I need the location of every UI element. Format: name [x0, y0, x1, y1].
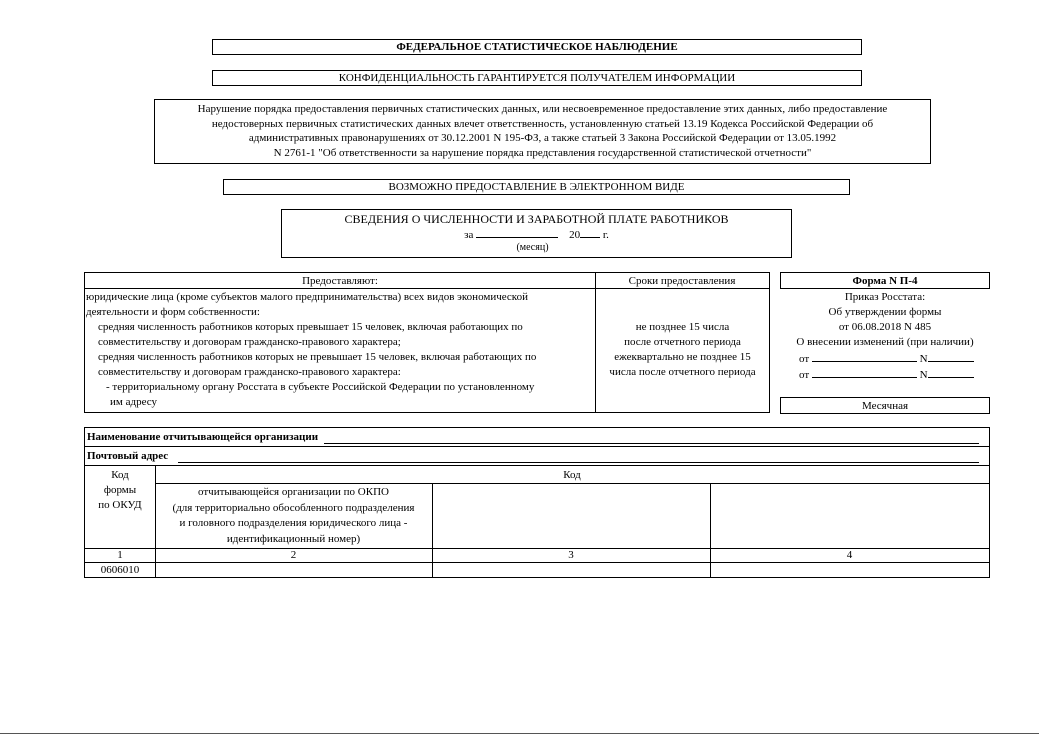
submitters-line: - территориальному органу Росстата в субъекте Российской Федерации по установленному	[106, 381, 535, 393]
order-line: О внесении изменений (при наличии)	[796, 336, 974, 348]
electronic-submission-banner	[223, 179, 850, 195]
org-name-field[interactable]	[324, 432, 979, 444]
okpo-code-cell[interactable]	[156, 563, 432, 578]
okpo-header-line: отчитывающейся организации по ОКПО	[198, 486, 389, 498]
liability-warning	[154, 99, 931, 164]
deadline-line: после отчетного периода	[624, 336, 741, 348]
year-suffix: г.	[602, 229, 609, 241]
col-number-2: 2	[290, 549, 297, 561]
okud-header-line: Код	[111, 469, 129, 481]
report-title-box	[281, 209, 792, 258]
period-prefix: за	[464, 229, 474, 241]
federal-observation-title	[212, 39, 862, 55]
col-number-4: 4	[846, 549, 853, 561]
periodicity: Месячная	[861, 399, 909, 412]
submitters-line: юридические лица (кроме субъектов малого предпринимательства) всех видов экономической	[86, 291, 528, 303]
order-info	[780, 290, 990, 350]
okpo-header-line: и головного подразделения юридического лица -	[179, 517, 408, 529]
from-label: от	[799, 353, 810, 365]
amendment-date-field[interactable]	[812, 351, 917, 362]
okud-code-value: 0606010	[100, 564, 140, 576]
col-number-1: 1	[117, 549, 123, 561]
okpo-header-line: идентификационный номер)	[226, 532, 361, 545]
address-field[interactable]	[178, 451, 979, 463]
submitters-line: деятельности и форм собственности:	[86, 306, 260, 318]
report-title: СВЕДЕНИЯ О ЧИСЛЕННОСТИ И ЗАРАБОТНОЙ ПЛАТЕ РАБОТНИКОВ	[344, 212, 729, 226]
address-row	[87, 449, 979, 463]
submitters-line: совместительству и договорам гражданско-правового характера;	[98, 336, 401, 348]
deadline-line: не позднее 15 числа	[635, 321, 730, 333]
year-field[interactable]	[580, 227, 600, 238]
submitters-line: средняя численность работников которых превышает 15 человек, включая работающих по	[98, 321, 523, 333]
form-number: Форма N П-4	[852, 274, 918, 287]
okpo-header	[155, 485, 432, 547]
deadlines-header: Сроки предоставления	[628, 275, 736, 287]
code-col4-cell[interactable]	[711, 563, 989, 578]
n-label: N	[919, 353, 928, 365]
federal-observation-text: ФЕДЕРАЛЬНОЕ СТАТИСТИЧЕСКОЕ НАБЛЮДЕНИЕ	[396, 41, 678, 53]
col-number-3: 3	[568, 549, 574, 561]
code-col3-cell[interactable]	[433, 563, 710, 578]
order-line: Приказ Росстата:	[844, 291, 926, 303]
deadline-line: числа после отчетного периода	[609, 366, 756, 378]
deadline-line: ежеквартально не позднее 15	[614, 351, 751, 363]
warning-line: недостоверных первичных статистических данных влечет ответственность, установленную статьей 13.19 Кодекса Российской Федерации об	[211, 117, 874, 130]
month-field[interactable]	[476, 227, 558, 238]
deadlines-body	[596, 320, 769, 380]
warning-line: Нарушение порядка предоставления первичных статистических данных, или несвоевременное предоставление этих данных, либо предоставление	[197, 103, 888, 115]
periodicity-box	[780, 397, 990, 414]
submitters-header: Предоставляют:	[302, 275, 378, 287]
okud-header	[85, 468, 155, 513]
okpo-header-line: (для территориально обособленного подразделения	[172, 501, 415, 514]
year-prefix: 20	[569, 229, 581, 241]
form-number-box	[780, 272, 990, 289]
amendment-row	[799, 367, 989, 382]
org-name-row	[87, 430, 979, 444]
organization-codes-table	[84, 427, 990, 578]
okud-header-line: по ОКУД	[98, 499, 142, 511]
amendment-number-field[interactable]	[928, 367, 974, 378]
warning-line: N 2761-1 "Об ответственности за нарушение порядка представления государственной статистической отчетности"	[273, 146, 812, 159]
order-line: Об утверждении формы	[828, 306, 942, 318]
submitters-line: совместительству и договорам гражданско-правового характера:	[98, 366, 401, 378]
kod-header: Код	[563, 469, 581, 481]
org-name-label: Наименование отчитывающейся организации	[87, 431, 319, 443]
okud-header-line: формы	[103, 484, 137, 496]
submitters-line: средняя численность работников которых не превышает 15 человек, включая работающих по	[98, 351, 537, 363]
amendment-row	[799, 351, 989, 366]
address-label: Почтовый адрес	[87, 450, 169, 462]
submitters-line: им адресу	[110, 396, 157, 408]
order-line: от 06.08.2018 N 485	[838, 321, 932, 333]
confidentiality-banner	[212, 70, 862, 86]
from-label: от	[799, 369, 810, 381]
confidentiality-text: КОНФИДЕНЦИАЛЬНОСТЬ ГАРАНТИРУЕТСЯ ПОЛУЧАТЕЛЕМ ИНФОРМАЦИИ	[338, 72, 736, 84]
amendment-number-field[interactable]	[928, 351, 974, 362]
electronic-submission-text: ВОЗМОЖНО ПРЕДОСТАВЛЕНИЕ В ЭЛЕКТРОННОМ ВИДЕ	[388, 181, 685, 193]
month-caption: (месяц)	[516, 242, 549, 253]
page-bottom-divider	[0, 733, 1039, 734]
submitters-table	[84, 272, 770, 413]
amendment-date-field[interactable]	[812, 367, 917, 378]
n-label: N	[919, 369, 928, 381]
submitters-body	[86, 290, 594, 410]
report-period	[282, 227, 791, 242]
warning-line: административных правонарушениях от 30.12.2001 N 195-ФЗ, а также статьей 3 Закона Российской Федерации от 13.05.1992	[248, 132, 837, 144]
